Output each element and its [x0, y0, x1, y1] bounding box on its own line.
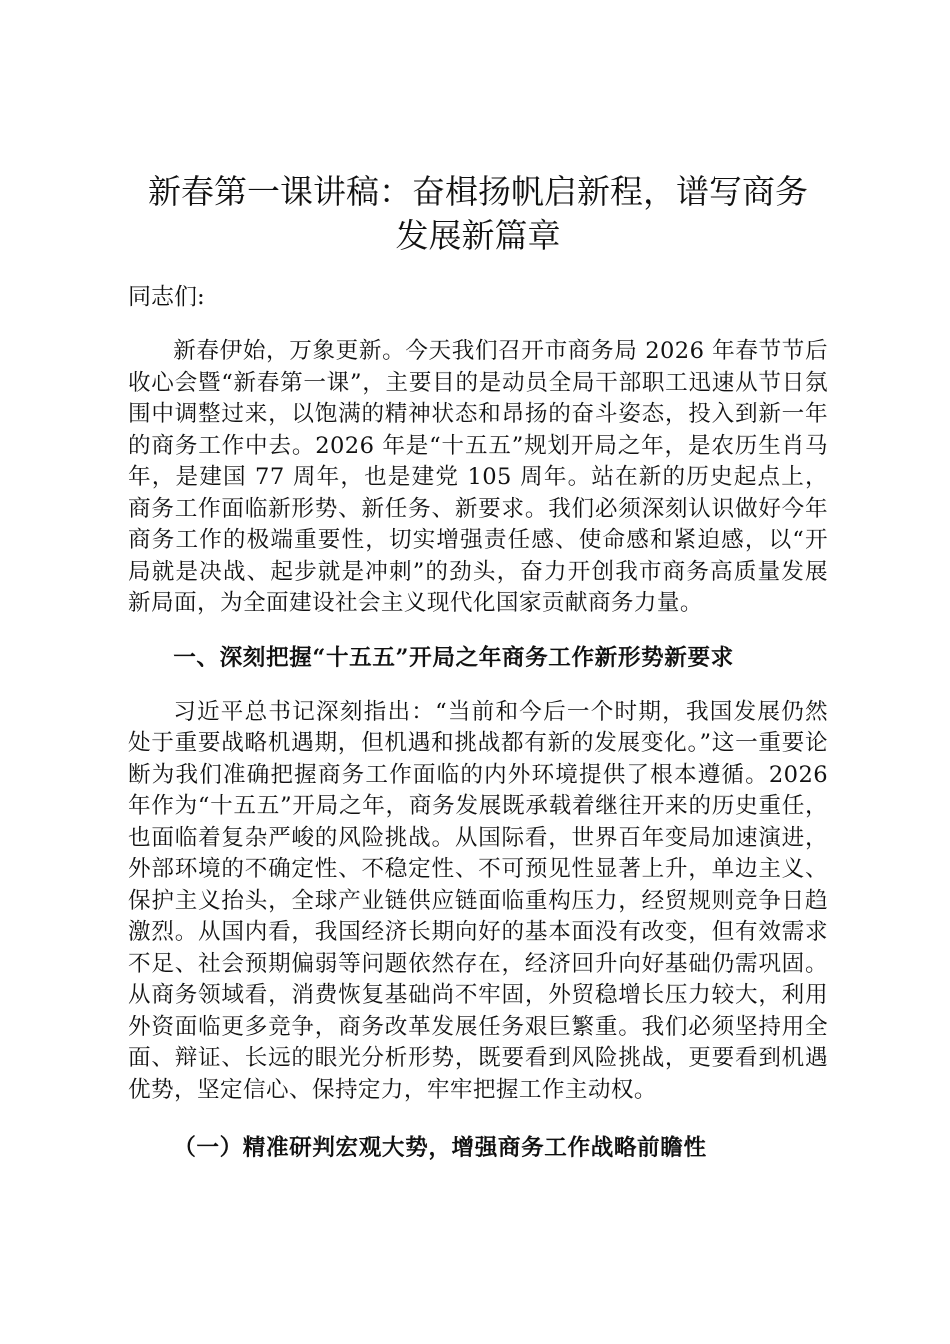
section-heading-1: 一、深刻把握“十五五”开局之年商务工作新形势新要求 — [173, 644, 734, 671]
title-line-1: 新春第一课讲稿：奋楫扬帆启新程，谱写商务 — [148, 172, 808, 211]
subsection-heading-1: （一）精准研判宏观大势，增强商务工作战略前瞻性 — [173, 1135, 707, 1161]
paragraph-intro: 新春伊始，万象更新。今天我们召开市商务局 2026 年春节节后收心会暨“新春第一课”，主要目的是动员全局干部职工迅速从节日氛围中调整过来，以饱满的精神状态和昂扬的奋斗姿态，投入到新一年的商务工作中去。2026 年是“十五五”规划开局之年，是农历生肖马年，是建国 77 周年，也是建党 105 周年。站在新的历史起点上，商务工作面临新形势、新任务、新要求。我们必须深刻认识做好今年商务工作的极端重要性，切实增强责任感、使命感和紧迫感，以“开局就是决战、起步就是冲刺”的劲头，奋力开创我市商务高质量发展新局面，为全面建设社会主义现代化国家贡献商务力量。 — [128, 338, 828, 616]
document-title — [128, 170, 828, 258]
paragraph-situation: 习近平总书记深刻指出：“当前和今后一个时期，我国发展仍然处于重要战略机遇期，但机遇和挑战都有新的发展变化。”这一重要论断为我们准确把握商务工作面临的内外环境提供了根本遵循。2026 年作为“十五五”开局之年，商务发展既承载着继往开来的历史重任，也面临着复杂严峻的风险挑战。从国际看，世界百年变局加速演进，外部环境的不确定性、不稳定性、不可预见性显著上升，单边主义、保护主义抬头，全球产业链供应链面临重构压力，经贸规则竞争日趋激烈。从国内看，我国经济长期向好的基本面没有改变，但有效需求不足、社会预期偏弱等问题依然存在，经济回升向好基础仍需巩固。从商务领域看，消费恢复基础尚不牢固，外贸稳增长压力较大，利用外资面临更多竞争，商务改革发展任务艰巨繁重。我们必须坚持用全面、辩证、长远的眼光分析形势，既要看到风险挑战，更要看到机遇优势，坚定信心、保持定力，牢牢把握工作主动权。 — [128, 698, 829, 1103]
title-line-2: 发展新篇章 — [395, 216, 561, 255]
salutation: 同志们: — [128, 284, 205, 310]
document-page — [128, 170, 828, 1168]
